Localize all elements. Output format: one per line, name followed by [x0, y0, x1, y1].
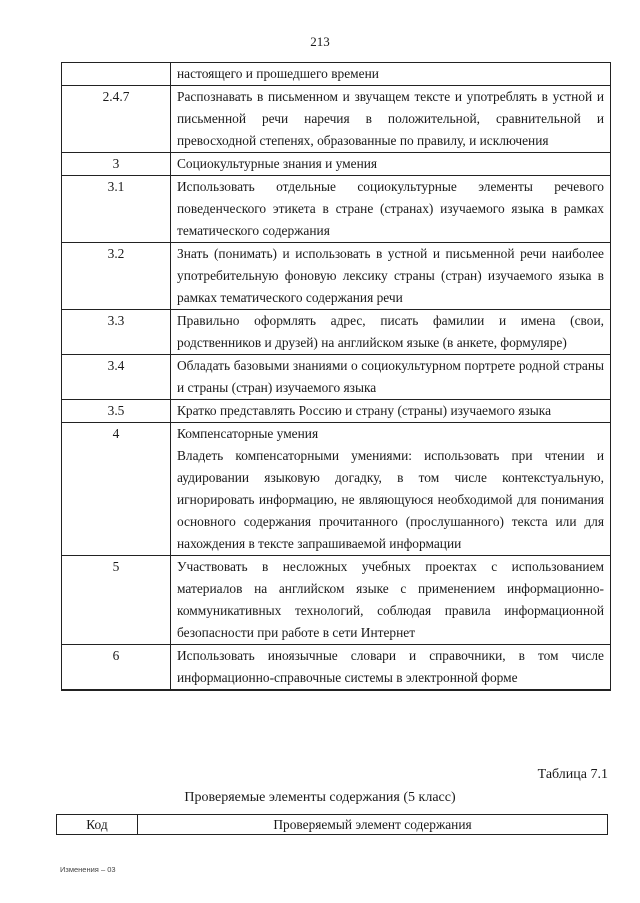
footer-note: Изменения – 03: [60, 865, 116, 874]
row-text: Знать (понимать) и использовать в устной и письменной речи наиболее употребительную фоновую лексику страны (стран) изучаемого языка в рамках тематического содержания речи: [171, 243, 611, 310]
table-row: [62, 400, 611, 423]
row-code: 3.5: [62, 400, 171, 423]
row-text: Владеть компенсаторными умениями: использовать при чтении и аудировании языковую догадку, в том числе контекстуальную, игнорировать информацию, не являющуюся необходимой для понимания основного содержания прочитанного (прослушанного) текста или для нахождения в тексте запрашиваемой информации: [177, 448, 604, 551]
row-code: 2.4.7: [62, 86, 171, 153]
table-row: [62, 645, 611, 691]
next-table-header: [56, 814, 608, 835]
table-row: [62, 423, 611, 556]
table-row: [62, 153, 611, 176]
table-row: [62, 556, 611, 645]
row-code: [62, 63, 171, 86]
table-caption: Проверяемые элементы содержания (5 класс): [184, 790, 456, 805]
column-header-element: Проверяемый элемент содержания: [138, 815, 608, 835]
row-text: Использовать иноязычные словари и справочники, в том числе информационно-справочные системы в электронной форме: [171, 645, 611, 691]
row-code: 3: [62, 153, 171, 176]
table-row: [62, 86, 611, 153]
row-code: 3.4: [62, 355, 171, 400]
row-text: Социокультурные знания и умения: [171, 153, 611, 176]
column-header-code: Код: [57, 815, 138, 835]
row-code: 6: [62, 645, 171, 691]
table-header-row: [57, 815, 608, 835]
row-text: Обладать базовыми знаниями о социокультурном портрете родной страны и страны (стран) изучаемого языка: [171, 355, 611, 400]
row-text: настоящего и прошедшего времени: [171, 63, 611, 86]
table-row: [62, 243, 611, 310]
content-elements-table: [61, 62, 611, 691]
table-row: [62, 310, 611, 355]
row-code: 3.1: [62, 176, 171, 243]
row-code: 5: [62, 556, 171, 645]
table-row: [62, 355, 611, 400]
row-text: Участвовать в несложных учебных проектах с использованием материалов на английском языке с применением информационно-коммуникативных технологий, соблюдая правила информационной безопасности при работе в сети Интернет: [171, 556, 611, 645]
table-row: [62, 63, 611, 86]
table-label: Таблица 7.1: [537, 767, 608, 782]
row-text: Правильно оформлять адрес, писать фамилии и имена (свои, родственников и друзей) на английском языке (в анкете, формуляре): [171, 310, 611, 355]
row-code: 3.3: [62, 310, 171, 355]
page-number: 213: [310, 34, 330, 49]
row-code: 3.2: [62, 243, 171, 310]
row-heading: Компенсаторные умения: [177, 426, 319, 441]
table-row: [62, 176, 611, 243]
row-text: Использовать отдельные социокультурные элементы речевого поведенческого этикета в стране (странах) изучаемого языка в рамках тематического содержания: [171, 176, 611, 243]
row-text: Распознавать в письменном и звучащем тексте и употреблять в устной и письменной речи наречия в положительной, сравнительной и превосходной степенях, образованные по правилу, и исключения: [171, 86, 611, 153]
row-text: Кратко представлять Россию и страну (страны) изучаемого языка: [171, 400, 611, 423]
row-text-group: [171, 423, 611, 556]
row-code: 4: [62, 423, 171, 556]
